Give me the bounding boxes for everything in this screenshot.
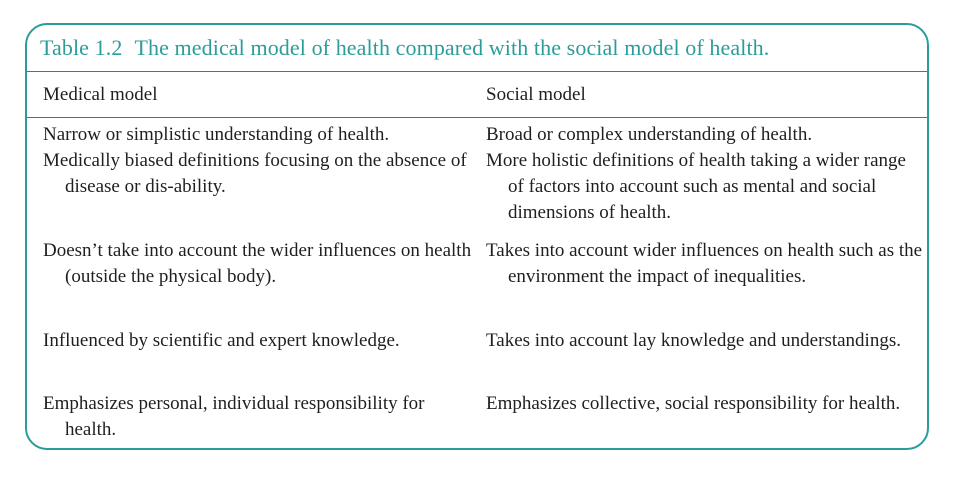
table-entry: More holistic definitions of health taking a wider range of factors into account such as mental and social dimensions of health.	[486, 150, 906, 223]
table-cell-row4-medical	[43, 391, 473, 443]
header-social-model: Social model	[486, 84, 586, 105]
table-cell-row3-medical	[43, 328, 473, 354]
table-cell-row2-medical	[43, 238, 473, 290]
table-entry: Narrow or simplistic understanding of health.	[43, 124, 390, 145]
table-entry: Influenced by scientific and expert knowledge.	[43, 330, 400, 351]
caption-text: The medical model of health compared with the social model of health.	[134, 35, 770, 60]
table-entry: Emphasizes personal, individual responsibility for health.	[43, 393, 425, 440]
table-entry: Takes into account lay knowledge and understandings.	[486, 330, 901, 351]
table-entry: Broad or complex understanding of health.	[486, 124, 813, 145]
table-cell-row1-social	[486, 122, 926, 226]
caption-number: Table 1.2	[40, 35, 123, 60]
header-top-rule	[27, 71, 927, 72]
table-cell-row2-social	[486, 238, 926, 290]
table-entry: Emphasizes collective, social responsibility for health.	[486, 393, 901, 414]
table-cell-row4-social	[486, 391, 926, 417]
table-caption	[40, 35, 769, 61]
table-entry: Medically biased definitions focusing on the absence of disease or dis-ability.	[43, 150, 467, 197]
header-bottom-rule	[27, 117, 927, 118]
table-entry: Doesn’t take into account the wider influences on health (outside the physical body).	[43, 240, 472, 287]
table-cell-row3-social	[486, 328, 926, 354]
header-medical-model: Medical model	[43, 84, 158, 105]
table-cell-row1-medical	[43, 122, 473, 200]
table-entry: Takes into account wider influences on health such as the environment the impact of inequalities.	[486, 240, 923, 287]
